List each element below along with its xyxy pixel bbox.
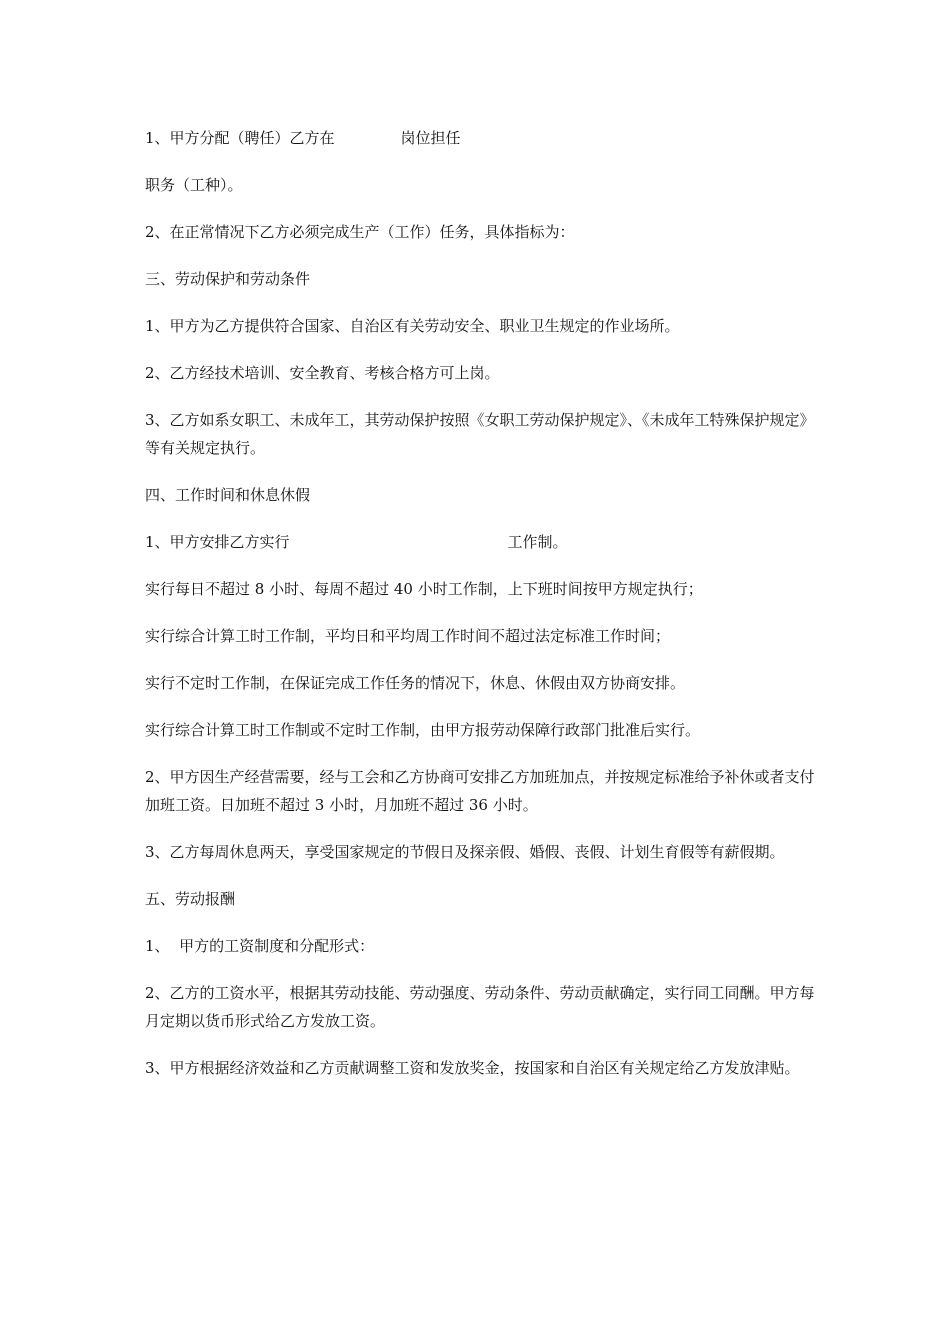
paragraph-text: 1、甲方分配（聘任）乙方在: [145, 129, 335, 147]
paragraph-flexible-hours: 实行不定时工作制，在保证完成工作任务的情况下，休息、休假由双方协商安排。: [145, 674, 686, 692]
paragraph-special-protection: 3、乙方如系女职工、未成年工，其劳动保护按照《女职工劳动保护规定》、《未成年工特殊保护规定》等有关规定执行。: [145, 411, 815, 457]
paragraph-approval: 实行综合计算工时工作制或不定时工作制，由甲方报劳动保障行政部门批准后实行。: [145, 721, 701, 739]
paragraph-job-title: 职务（工种）。: [145, 176, 243, 194]
section-heading-remuneration: 五、劳动报酬: [145, 890, 236, 908]
document-body: [145, 124, 815, 1101]
paragraph-workplace: 1、甲方为乙方提供符合国家、自治区有关劳动安全、职业卫生规定的作业场所。: [145, 317, 680, 335]
paragraph-standard-hours: 实行每日不超过 8 小时、每周不超过 40 小时工作制，上下班时间按甲方规定执行；: [145, 580, 703, 598]
section-heading-working-hours: 四、工作时间和休息休假: [145, 486, 311, 504]
paragraph-text: 岗位担任: [400, 129, 461, 147]
paragraph-position-assignment: [145, 124, 815, 152]
paragraph-training: 2、乙方经技术培训、安全教育、考核合格方可上岗。: [145, 364, 500, 382]
paragraph-work-system: [145, 528, 815, 556]
paragraph-rest-days: 3、乙方每周休息两天，享受国家规定的节假日及探亲假、婚假、丧假、计划生育假等有薪假期。: [145, 843, 785, 861]
paragraph-bonus: 3、甲方根据经济效益和乙方贡献调整工资和发放奖金，按国家和自治区有关规定给乙方发放津贴。: [145, 1059, 800, 1077]
paragraph-wage-system: 1、 甲方的工资制度和分配形式：: [145, 937, 375, 955]
paragraph-work-tasks: 2、在正常情况下乙方必须完成生产（工作）任务，具体指标为：: [145, 223, 575, 241]
paragraph-wage-level: 2、乙方的工资水平，根据其劳动技能、劳动强度、劳动条件、劳动贡献确定，实行同工同酬。甲方每月定期以货币形式给乙方发放工资。: [145, 984, 815, 1030]
paragraph-text: 1、甲方安排乙方实行: [145, 533, 290, 551]
paragraph-text: 工作制。: [507, 533, 568, 551]
paragraph-overtime: 2、甲方因生产经营需要，经与工会和乙方协商可安排乙方加班加点，并按规定标准给予补休或者支付加班工资。日加班不超过 3 小时，月加班不超过 36 小时。: [145, 768, 815, 814]
paragraph-comprehensive-hours: 实行综合计算工时工作制，平均日和平均周工作时间不超过法定标准工作时间；: [145, 627, 671, 645]
section-heading-labor-protection: 三、劳动保护和劳动条件: [145, 270, 311, 288]
